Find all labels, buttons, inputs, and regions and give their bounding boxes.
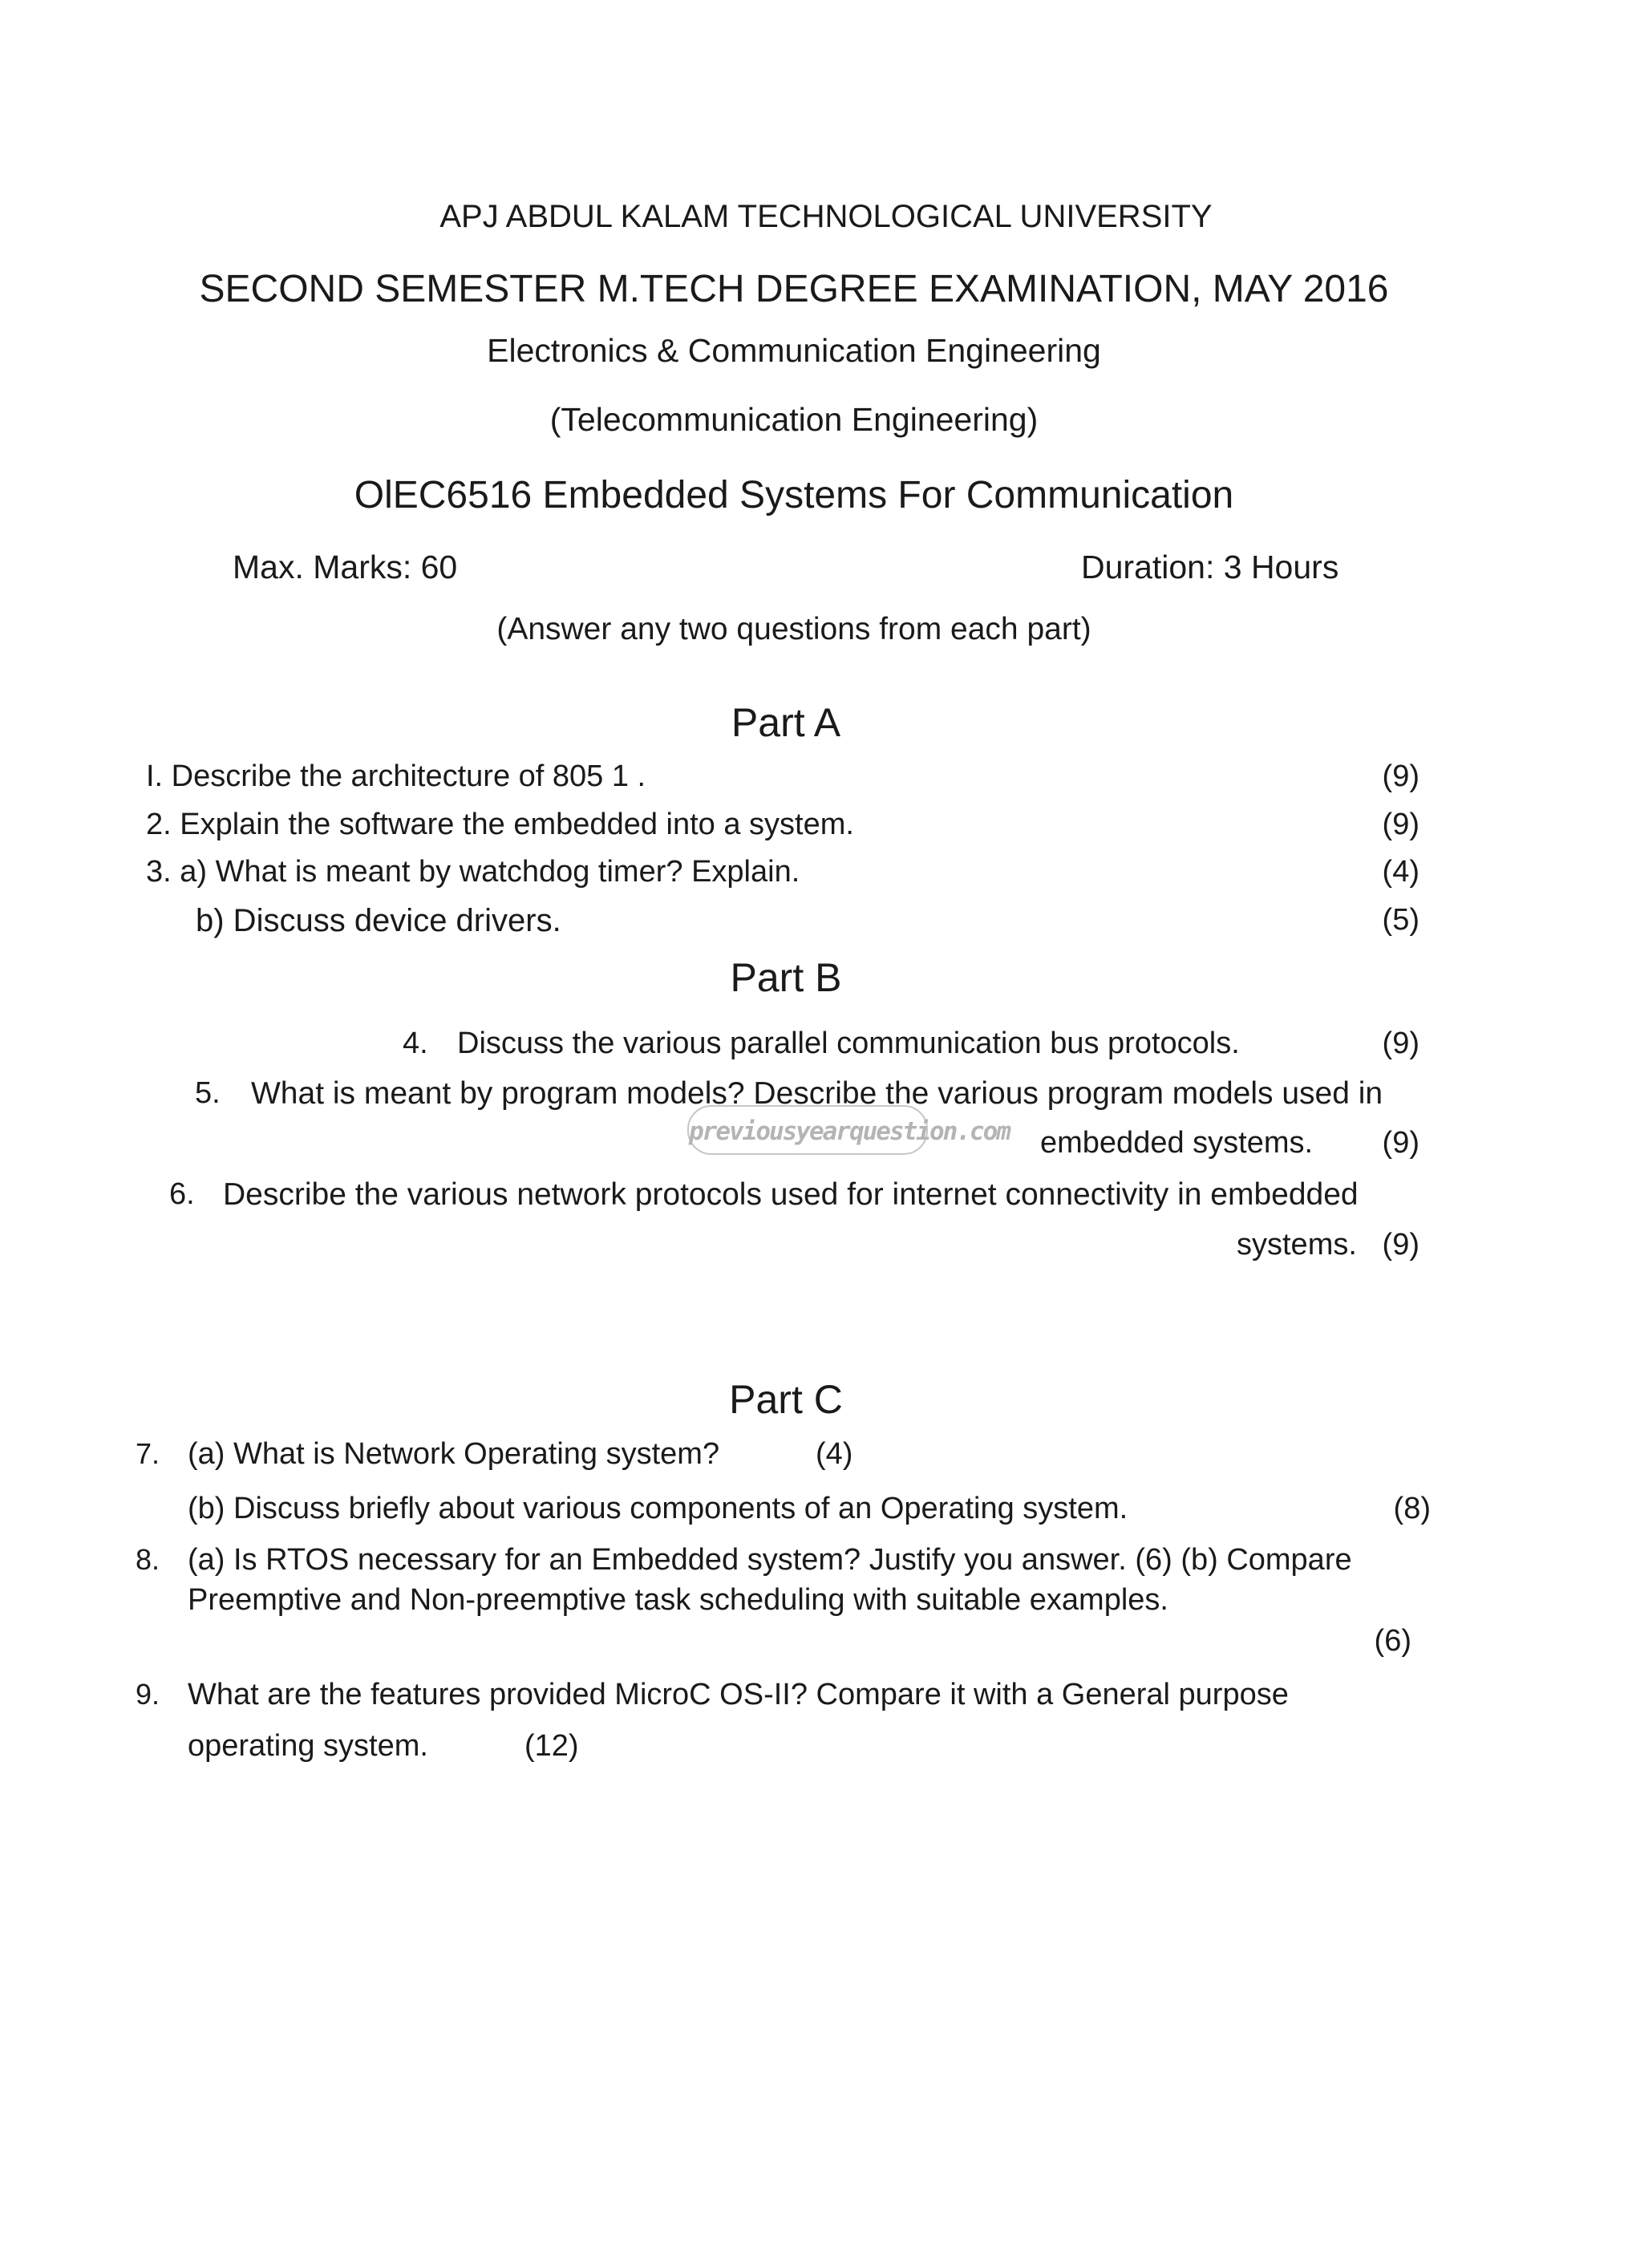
question-7a-marks: (4) xyxy=(816,1437,853,1471)
question-1: I. Describe the architecture of 805 1 . xyxy=(146,759,646,793)
question-9-line-2: operating system. xyxy=(188,1729,428,1763)
question-8-line-1: (a) Is RTOS necessary for an Embedded system? Justify you answer. (6) (b) Compare xyxy=(188,1543,1352,1577)
max-marks: Max. Marks: 60 xyxy=(233,549,458,585)
specialization-name: (Telecommunication Engineering) xyxy=(549,401,1039,438)
part-a-heading: Part A xyxy=(731,700,841,745)
question-3a: 3. a) What is meant by watchdog timer? Explain. xyxy=(146,855,800,889)
exam-title: SECOND SEMESTER M.TECH DEGREE EXAMINATION, MAY 2016 xyxy=(199,268,1389,310)
part-b-heading: Part B xyxy=(730,955,842,1000)
question-6-marks: (9) xyxy=(1382,1228,1419,1262)
question-5-marks: (9) xyxy=(1382,1126,1419,1160)
question-5-line-2: embedded systems. xyxy=(1040,1126,1314,1160)
instructions: (Answer any two questions from each part) xyxy=(496,612,1091,646)
question-8-marks: (6) xyxy=(1374,1624,1411,1658)
watermark-stamp: previousyearquestion.com xyxy=(687,1105,928,1155)
question-4-marks: (9) xyxy=(1382,1027,1419,1060)
course-title: OlEC6516 Embedded Systems For Communication xyxy=(354,474,1234,516)
question-3b-marks: (5) xyxy=(1382,903,1419,937)
question-2-marks: (9) xyxy=(1382,808,1419,841)
question-2: 2. Explain the software the embedded into a system. xyxy=(146,808,854,841)
question-6-line-2: systems. xyxy=(1237,1228,1357,1262)
question-5-line-1: What is meant by program models? Describe the various program models used in xyxy=(251,1076,1383,1111)
university-name: APJ ABDUL KALAM TECHNOLOGICAL UNIVERSITY xyxy=(439,199,1213,234)
question-3b: b) Discuss device drivers. xyxy=(196,903,561,938)
question-9-marks: (12) xyxy=(524,1729,579,1763)
branch-name: Electronics & Communication Engineering xyxy=(487,332,1101,369)
question-8-line-2: Preemptive and Non-preemptive task scheduling with suitable examples. xyxy=(188,1583,1168,1617)
question-5-number: 5. xyxy=(195,1076,221,1110)
question-4: Discuss the various parallel communication bus protocols. xyxy=(457,1027,1240,1060)
question-7-number: 7. xyxy=(136,1437,160,1470)
question-9-line-1: What are the features provided MicroC OS-II? Compare it with a General purpose xyxy=(188,1678,1289,1711)
duration: Duration: 3 Hours xyxy=(1081,549,1339,585)
question-9-number: 9. xyxy=(136,1678,160,1711)
question-3a-marks: (4) xyxy=(1382,855,1419,889)
question-1-marks: (9) xyxy=(1382,759,1419,793)
part-c-heading: Part C xyxy=(729,1377,843,1422)
question-6-line-1: Describe the various network protocols used for internet connectivity in embedded xyxy=(223,1177,1359,1212)
question-7a: (a) What is Network Operating system? xyxy=(188,1437,720,1471)
question-6-number: 6. xyxy=(169,1177,195,1211)
question-8-number: 8. xyxy=(136,1543,160,1576)
question-4-number: 4. xyxy=(403,1027,428,1060)
question-7b: (b) Discuss briefly about various components of an Operating system. xyxy=(188,1492,1128,1525)
question-7b-marks: (8) xyxy=(1393,1492,1431,1525)
